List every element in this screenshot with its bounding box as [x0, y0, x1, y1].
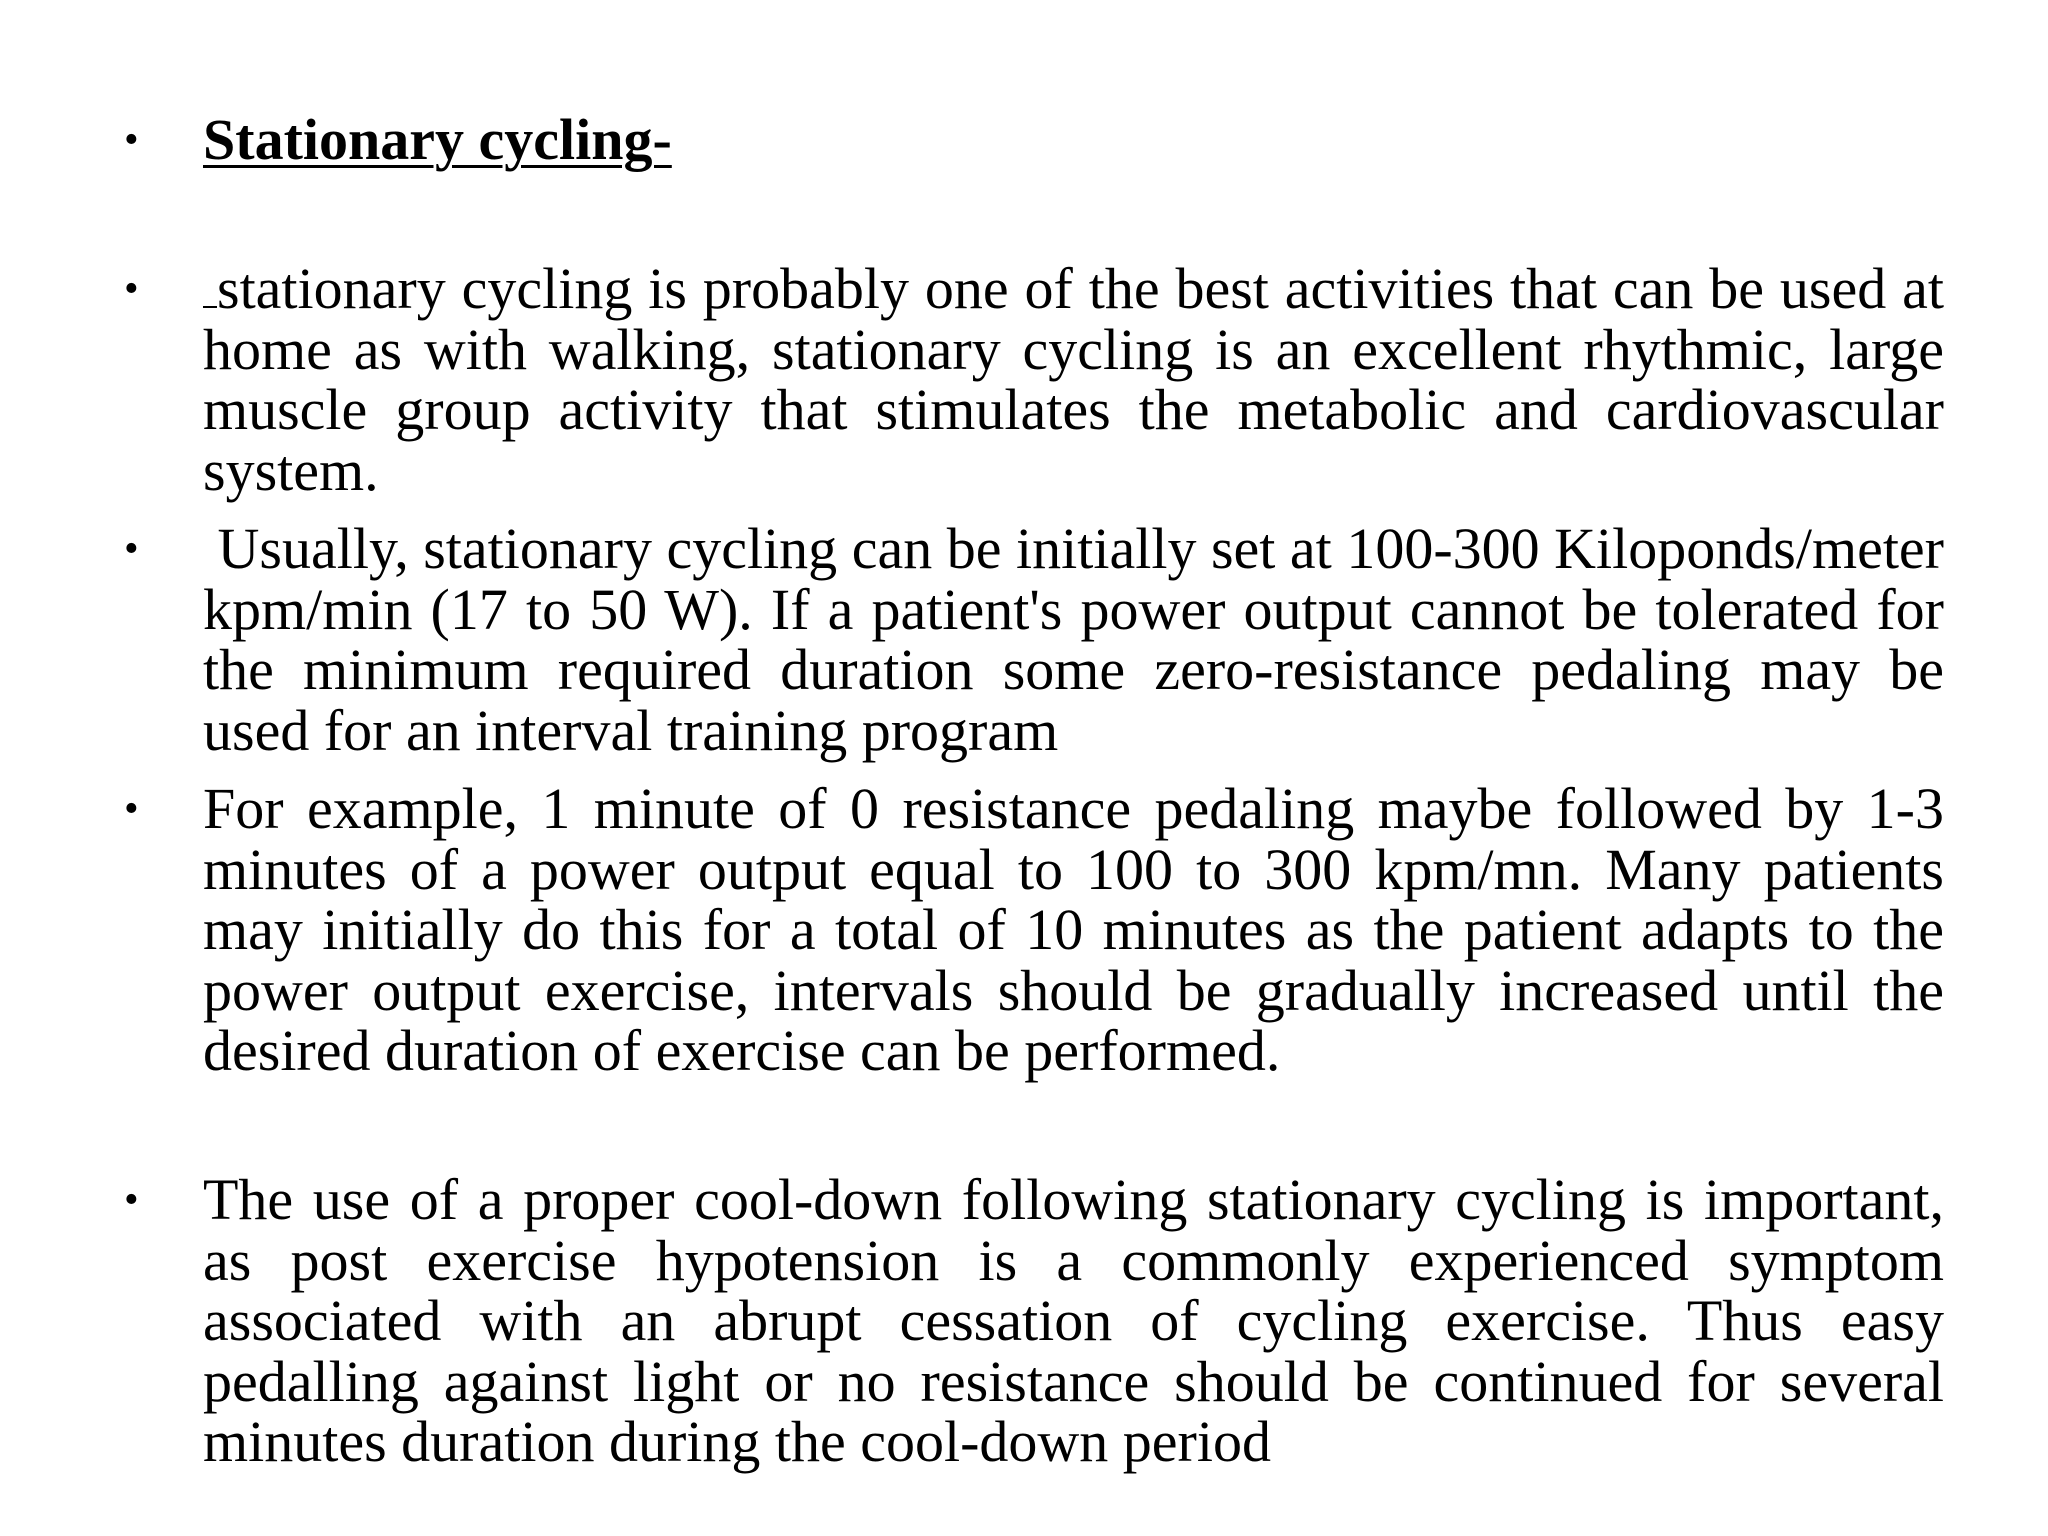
paragraph-3: For example, 1 minute of 0 resistance pedaling maybe followed by 1-3 minutes of a power output equal to 100 to 300 kpm/mn. Many patients may initially do this for a total of 10 minutes as the patient adapts to the power output exercise, intervals should be gradually increased until the desired duration of exercise can be performed. — [203, 776, 1944, 1083]
bullet-marker: • — [124, 1177, 139, 1223]
paragraph-4: The use of a proper cool-down following stationary cycling is important, as post exercise hypotension is a commonly experienced symptom associated with an abrupt cessation of cycling exercise. Thus easy pedalling against light or no resistance should be continued for several minutes duration during the cool-down period — [203, 1167, 1944, 1474]
paragraph-1-text: stationary cycling is probably one of the best activities that can be used at home as with walking, stationary cycling is an excellent rhythmic, large muscle group activity that stimulates the metabolic and cardiovascular system. — [203, 256, 1944, 503]
leading-underscore-mark — [203, 260, 217, 308]
slide-heading: Stationary cycling- — [203, 107, 672, 172]
paragraph-2: Usually, stationary cycling can be initially set at 100-300 Kiloponds/meter kpm/min (17 to 50 W). If a patient's power output cannot be tolerated for the minimum required duration some zero-resistance pedaling may be used for an interval training program — [203, 516, 1959, 763]
bullet-marker: • — [124, 786, 139, 832]
bullet-marker: • — [124, 266, 139, 312]
bullet-marker: • — [124, 526, 139, 572]
bullet-marker: • — [124, 117, 139, 163]
paragraph-1 — [203, 256, 1944, 503]
